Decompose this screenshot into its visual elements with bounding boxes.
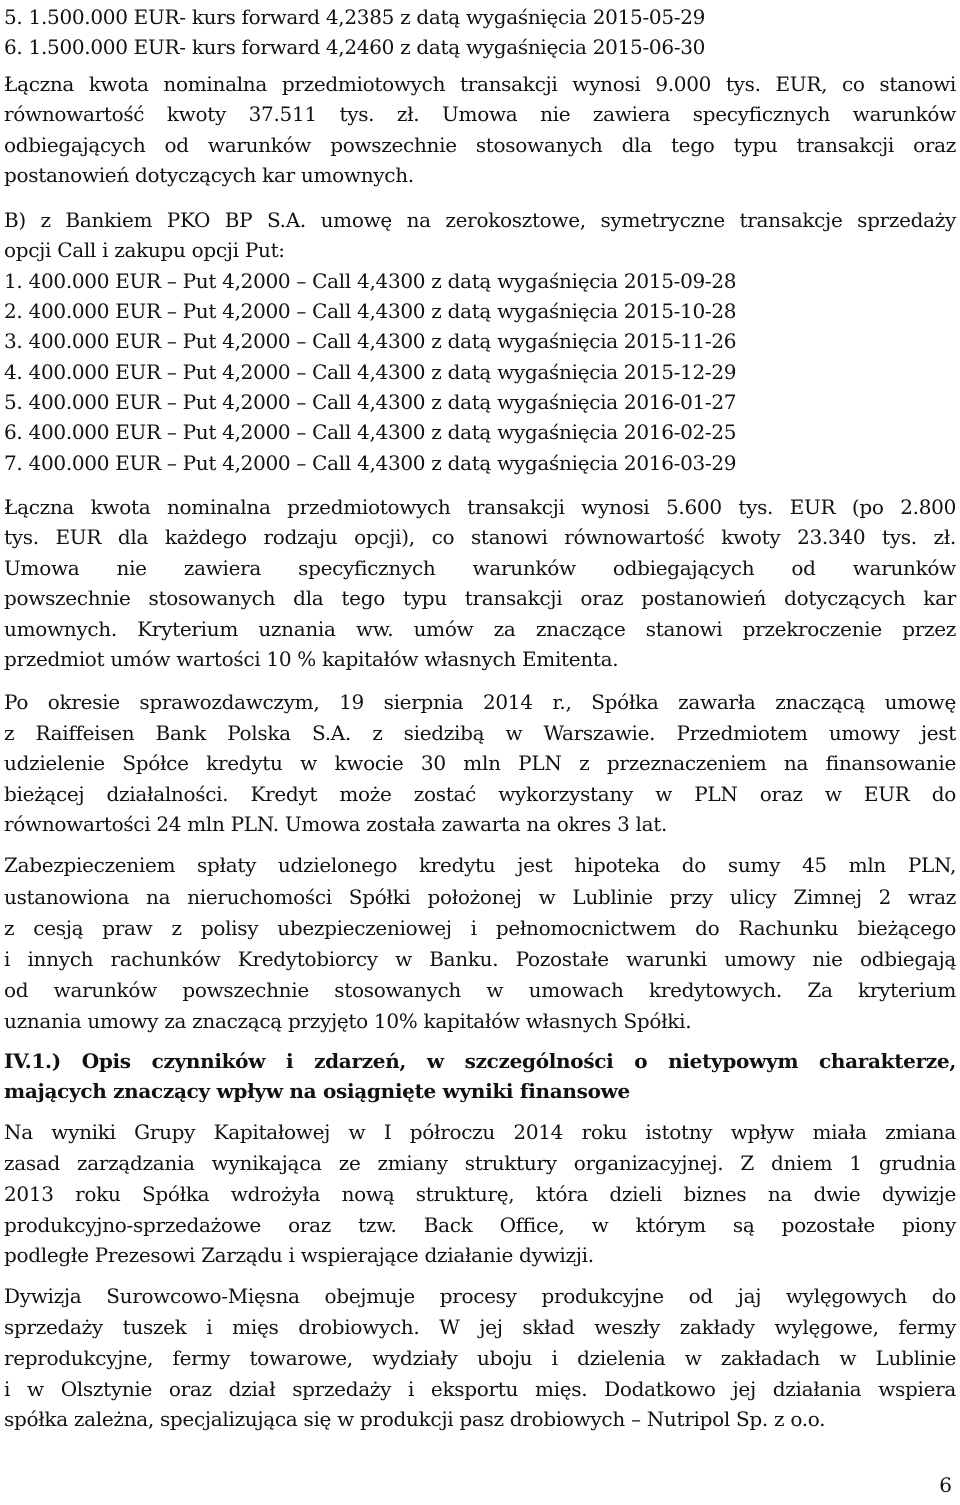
list-item: 2. 400.000 EUR – Put 4,2000 – Call 4,4300 z datą wygaśnięcia 2015-10-28 <box>4 299 737 323</box>
text-line: Łączna kwota nominalna przedmiotowych transakcji wynosi 5.600 tys. EUR (po 2.800 <box>4 495 956 519</box>
page-number: 6 <box>939 1473 952 1497</box>
list-item: 3. 400.000 EUR – Put 4,2000 – Call 4,4300 z datą wygaśnięcia 2015-11-26 <box>4 329 737 353</box>
list-item: 6. 400.000 EUR – Put 4,2000 – Call 4,4300 z datą wygaśnięcia 2016-02-25 <box>4 420 737 444</box>
list-item: 5. 400.000 EUR – Put 4,2000 – Call 4,4300 z datą wygaśnięcia 2016-01-27 <box>4 390 737 414</box>
text-line: 6. 1.500.000 EUR- kurs forward 4,2460 z datą wygaśnięcia 2015-06-30 <box>4 35 706 59</box>
text-line: spółka zależna, specjalizująca się w produkcji pasz drobiowych – Nutripol Sp. z o.o. <box>4 1407 826 1431</box>
text-line: B) z Bankiem PKO BP S.A. umowę na zerokosztowe, symetryczne transakcje sprzedaży <box>4 208 956 232</box>
section-heading: IV.1.) Opis czynników i zdarzeń, w szczególności o nietypowym charakterze, <box>4 1049 956 1073</box>
list-item: 1. 400.000 EUR – Put 4,2000 – Call 4,4300 z datą wygaśnięcia 2015-09-28 <box>4 269 737 293</box>
text-line: podległe Prezesowi Zarządu i wspierające działanie dywizji. <box>4 1243 594 1267</box>
section-heading: mających znaczący wpływ na osiągnięte wyniki finansowe <box>4 1079 630 1103</box>
text-line: Dywizja Surowcowo-Mięsna obejmuje procesy produkcyjne od jaj wylęgowych do <box>4 1284 956 1308</box>
text-line: umownych. Kryterium uznania ww. umów za znaczące stanowi przekroczenie przez <box>4 617 956 641</box>
text-line: zasad zarządzania wynikająca ze zmiany struktury organizacyjnej. Z dniem 1 grudnia <box>4 1151 956 1175</box>
text-line: równowartość kwoty 37.511 tys. zł. Umowa nie zawiera specyficznych warunków <box>4 102 956 126</box>
text-line: Na wyniki Grupy Kapitałowej w I półroczu 2014 roku istotny wpływ miała zmiana <box>4 1120 956 1144</box>
list-item: 7. 400.000 EUR – Put 4,2000 – Call 4,4300 z datą wygaśnięcia 2016-03-29 <box>4 451 737 475</box>
text-line: odbiegających od warunków powszechnie stosowanych dla tego typu transakcji oraz <box>4 133 956 157</box>
text-line: i w Olsztynie oraz dział sprzedaży i eksportu mięs. Dodatkowo jej działania wspiera <box>4 1377 956 1401</box>
text-line: 5. 1.500.000 EUR- kurs forward 4,2385 z datą wygaśnięcia 2015-05-29 <box>4 5 706 29</box>
text-line: przedmiot umów wartości 10 % kapitałów własnych Emitenta. <box>4 647 619 671</box>
text-line: produkcyjno-sprzedażowe oraz tzw. Back Office, w którym są pozostałe piony <box>4 1213 956 1237</box>
text-line: sprzedaży tuszek i mięs drobiowych. W jej skład weszły zakłady wylęgowe, fermy <box>4 1315 956 1339</box>
text-line: Po okresie sprawozdawczym, 19 sierpnia 2014 r., Spółka zawarła znaczącą umowę <box>4 690 956 714</box>
text-line: Zabezpieczeniem spłaty udzielonego kredytu jest hipoteka do sumy 45 mln PLN, <box>4 853 956 877</box>
text-line: z Raiffeisen Bank Polska S.A. z siedzibą w Warszawie. Przedmiotem umowy jest <box>4 721 956 745</box>
list-item: 4. 400.000 EUR – Put 4,2000 – Call 4,4300 z datą wygaśnięcia 2015-12-29 <box>4 360 737 384</box>
text-line: tys. EUR dla każdego rodzaju opcji), co stanowi równowartość kwoty 23.340 tys. zł. <box>4 525 956 549</box>
text-line: uznania umowy za znaczącą przyjęto 10% kapitałów własnych Spółki. <box>4 1009 692 1033</box>
text-line: równowartości 24 mln PLN. Umowa została zawarta na okres 3 lat. <box>4 812 668 836</box>
text-line: opcji Call i zakupu opcji Put: <box>4 238 285 262</box>
text-line: z cesją praw z polisy ubezpieczeniowej i pełnomocnictwem do Rachunku bieżącego <box>4 916 956 940</box>
text-line: 2013 roku Spółka wdrożyła nową strukturę, która dzieli biznes na dwie dywizje <box>4 1182 956 1206</box>
text-line: udzielenie Spółce kredytu w kwocie 30 mln PLN z przeznaczeniem na finansowanie <box>4 751 956 775</box>
text-line: bieżącej działalności. Kredyt może zostać wykorzystany w PLN oraz w EUR do <box>4 782 956 806</box>
text-line: Umowa nie zawiera specyficznych warunków odbiegających od warunków <box>4 556 956 580</box>
text-line: od warunków powszechnie stosowanych w umowach kredytowych. Za kryterium <box>4 978 956 1002</box>
text-line: reprodukcyjne, fermy towarowe, wydziały uboju i dzielenia w zakładach w Lublinie <box>4 1346 956 1370</box>
text-line: i innych rachunków Kredytobiorcy w Banku. Pozostałe warunki umowy nie odbiegają <box>4 947 956 971</box>
text-line: postanowień dotyczących kar umownych. <box>4 163 414 187</box>
text-line: Łączna kwota nominalna przedmiotowych transakcji wynosi 9.000 tys. EUR, co stanowi <box>4 72 956 96</box>
text-line: ustanowiona na nieruchomości Spółki położonej w Lublinie przy ulicy Zimnej 2 wraz <box>4 885 956 909</box>
text-line: powszechnie stosowanych dla tego typu transakcji oraz postanowień dotyczących kar <box>4 586 956 610</box>
